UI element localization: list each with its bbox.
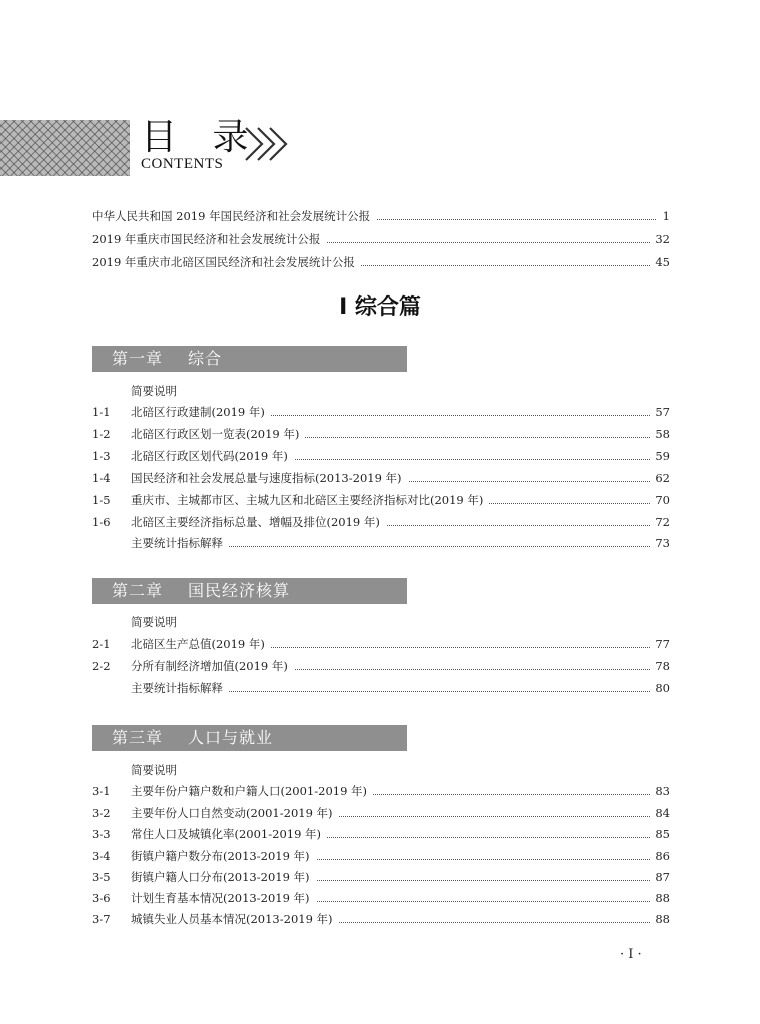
toc-entry-number: 1-2: [92, 427, 111, 441]
toc-entry-page: 58: [651, 424, 670, 444]
toc-entry[interactable]: [0, 634, 760, 654]
toc-entry-label: 常住人口及城镇化率(2001-2019 年): [131, 824, 327, 844]
chapter-intro[interactable]: 简要说明: [0, 760, 760, 780]
toc-entry-page: 70: [651, 490, 670, 510]
page-subtitle: CONTENTS: [141, 156, 224, 172]
chapter-intro[interactable]: 简要说明: [0, 612, 760, 632]
toc-entry-number: 3-5: [92, 870, 111, 884]
toc-entry-page: 80: [651, 678, 670, 698]
toc-entry-number: 1-6: [92, 515, 111, 529]
toc-entry-label: 中华人民共和国 2019 年国民经济和社会发展统计公报: [92, 206, 376, 226]
chevron-right-icon: [242, 124, 298, 164]
decorative-hatch-pattern: [0, 120, 130, 176]
toc-entry-label: 主要年份户籍户数和户籍人口(2001-2019 年): [131, 781, 373, 801]
toc-entry-label: 分所有制经济增加值(2019 年): [131, 656, 294, 676]
chapter-name: 国民经济核算: [188, 581, 291, 600]
toc-entry-number: 3-3: [92, 827, 111, 841]
toc-entry-number: 3-1: [92, 784, 111, 798]
toc-entry[interactable]: [0, 533, 760, 553]
toc-entry-number: 3-6: [92, 891, 111, 905]
toc-entry[interactable]: [0, 252, 760, 272]
chapter-heading[interactable]: [92, 578, 407, 604]
toc-entry-number: 3-2: [92, 806, 111, 820]
toc-entry-number: 2-1: [92, 637, 111, 651]
toc-entry-label: 街镇户籍户数分布(2013-2019 年): [131, 846, 316, 866]
toc-entry[interactable]: [0, 846, 760, 866]
toc-entry-label: 北碚区主要经济指标总量、增幅及排位(2019 年): [131, 512, 386, 532]
toc-entry-label: 街镇户籍人口分布(2013-2019 年): [131, 867, 316, 887]
chapter-number: 第三章: [112, 728, 164, 747]
toc-entry-label: 城镇失业人员基本情况(2013-2019 年): [131, 909, 339, 929]
toc-entry[interactable]: [0, 781, 760, 801]
toc-entry-label: 北碚区行政区划一览表(2019 年): [131, 424, 305, 444]
toc-entry-number: 1-1: [92, 405, 111, 419]
toc-entry-label: 计划生育基本情况(2013-2019 年): [131, 888, 316, 908]
toc-entry[interactable]: [0, 678, 760, 698]
chapter-name: 人口与就业: [188, 728, 274, 747]
toc-entry-label: 北碚区生产总值(2019 年): [131, 634, 271, 654]
toc-entry-label: 主要统计指标解释: [131, 678, 229, 698]
toc-entry-number: 1-3: [92, 449, 111, 463]
toc-entry[interactable]: [0, 206, 760, 226]
toc-entry[interactable]: [0, 402, 760, 422]
toc-entry-page: 78: [651, 656, 670, 676]
toc-entry[interactable]: [0, 490, 760, 510]
toc-entry-label: 重庆市、主城都市区、主城九区和北碚区主要经济指标对比(2019 年): [131, 490, 489, 510]
toc-entry[interactable]: [0, 229, 760, 249]
toc-entry-number: 1-5: [92, 493, 111, 507]
toc-entry[interactable]: [0, 446, 760, 466]
toc-entry-label: 2019 年重庆市北碚区国民经济和社会发展统计公报: [92, 252, 361, 272]
toc-entry-page: 85: [651, 824, 670, 844]
toc-entry-page: 72: [651, 512, 670, 532]
toc-entry-number: 1-4: [92, 471, 111, 485]
chapter-heading[interactable]: [92, 725, 407, 751]
toc-entry-page: 84: [651, 803, 670, 823]
toc-entry-page: 1: [659, 206, 670, 226]
chapter-number: 第二章: [112, 581, 164, 600]
toc-entry-page: 45: [651, 252, 670, 272]
toc-entry[interactable]: [0, 656, 760, 676]
toc-entry-page: 57: [651, 402, 670, 422]
chapter-intro[interactable]: 简要说明: [0, 381, 760, 401]
toc-entry-page: 73: [651, 533, 670, 553]
toc-entry[interactable]: [0, 888, 760, 908]
toc-entry[interactable]: [0, 909, 760, 929]
chapter-number: 第一章: [112, 349, 164, 368]
toc-entry-label: 主要年份人口自然变动(2001-2019 年): [131, 803, 339, 823]
toc-entry[interactable]: [0, 867, 760, 887]
page-title: 目 录: [141, 117, 261, 158]
toc-entry[interactable]: [0, 468, 760, 488]
section-title: Ⅰ 综合篇: [339, 295, 421, 320]
toc-entry-page: 83: [651, 781, 670, 801]
toc-entry-page: 77: [651, 634, 670, 654]
toc-entry-page: 32: [651, 229, 670, 249]
toc-entry[interactable]: [0, 424, 760, 444]
toc-entry-label: 主要统计指标解释: [131, 533, 229, 553]
page-number: · Ⅰ ·: [620, 947, 642, 962]
chapter-name: 综合: [188, 349, 223, 368]
toc-entry-label: 国民经济和社会发展总量与速度指标(2013-2019 年): [131, 468, 408, 488]
toc-entry-page: 88: [651, 909, 670, 929]
toc-entry-page: 88: [651, 888, 670, 908]
toc-entry-label: 2019 年重庆市国民经济和社会发展统计公报: [92, 229, 326, 249]
chapter-heading[interactable]: [92, 346, 407, 372]
toc-entry-number: 3-7: [92, 912, 111, 926]
toc-entry-page: 87: [651, 867, 670, 887]
toc-entry[interactable]: [0, 824, 760, 844]
toc-entry-number: 2-2: [92, 659, 111, 673]
toc-entry-page: 62: [651, 468, 670, 488]
toc-entry-number: 3-4: [92, 849, 111, 863]
toc-entry[interactable]: [0, 803, 760, 823]
toc-entry-label: 北碚区行政区划代码(2019 年): [131, 446, 294, 466]
toc-entry-label: 北碚区行政建制(2019 年): [131, 402, 271, 422]
toc-entry-page: 59: [651, 446, 670, 466]
toc-entry-page: 86: [651, 846, 670, 866]
toc-entry[interactable]: [0, 512, 760, 532]
